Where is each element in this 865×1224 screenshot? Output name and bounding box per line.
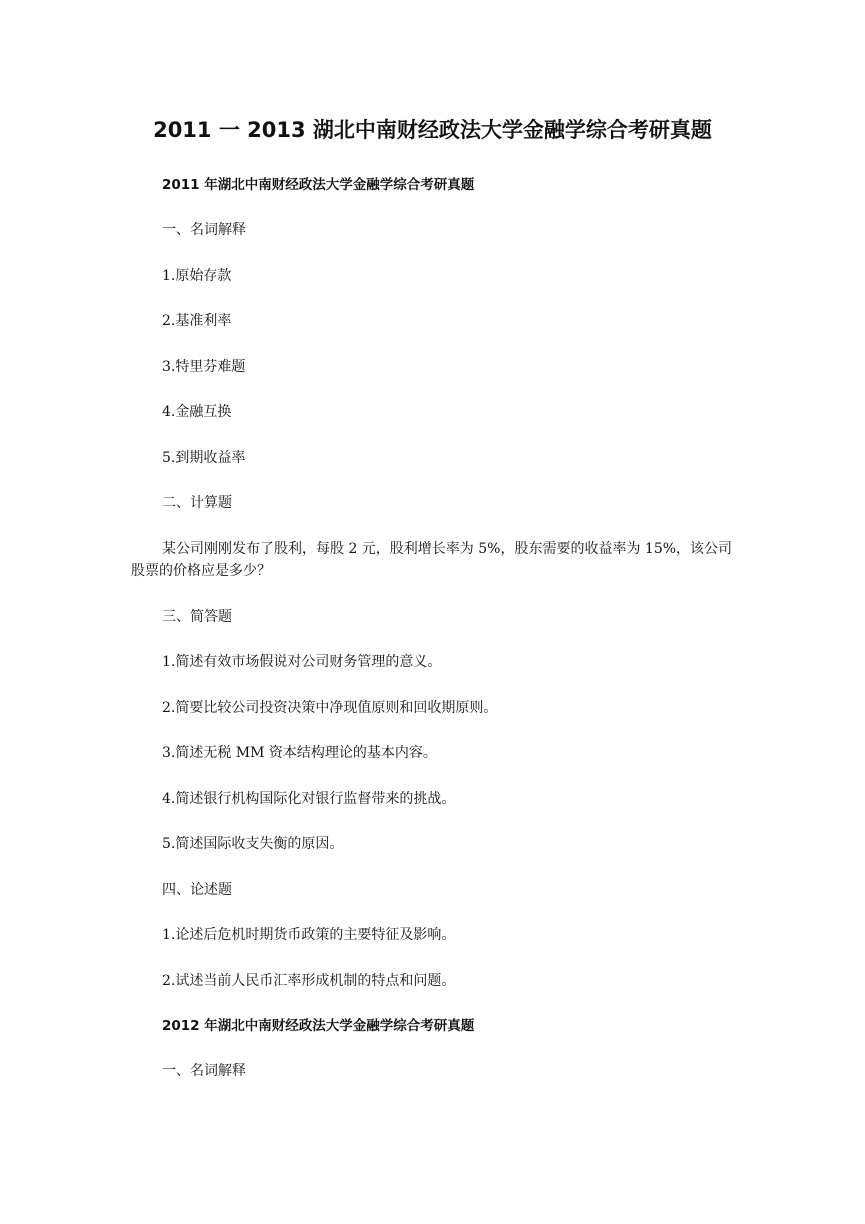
exam-2011-heading: 2011 年湖北中南财经政法大学金融学综合考研真题 (162, 177, 475, 193)
exam-2012-part1-heading: 一、名词解释 (162, 1063, 246, 1079)
short-answer-item: 2.简要比较公司投资决策中净现值原则和回收期原则。 (162, 700, 498, 716)
calculation-question: 某公司刚刚发布了股利，每股 2 元，股利增长率为 5%，股东需要的收益率为 15%，该公司股票的价格应是多少？ (131, 541, 733, 579)
exam-2011-part1-heading: 一、名词解释 (162, 222, 246, 238)
short-answer-item: 3.简述无税 MM 资本结构理论的基本内容。 (162, 745, 437, 761)
short-answer-item: 5.简述国际收支失衡的原因。 (162, 836, 344, 852)
document-title: 2011 一 2013 湖北中南财经政法大学金融学综合考研真题 (153, 118, 712, 142)
term-item: 4.金融互换 (162, 404, 232, 420)
exam-2012-heading: 2012 年湖北中南财经政法大学金融学综合考研真题 (162, 1018, 475, 1034)
essay-item: 2.试述当前人民币汇率形成机制的特点和问题。 (162, 973, 456, 989)
exam-2011-part4-heading: 四、论述题 (162, 882, 232, 898)
short-answer-item: 1.简述有效市场假说对公司财务管理的意义。 (162, 654, 442, 670)
term-item: 1.原始存款 (162, 268, 232, 284)
exam-2011-part2-heading: 二、计算题 (162, 495, 232, 511)
term-item: 2.基准利率 (162, 313, 232, 329)
essay-item: 1.论述后危机时期货币政策的主要特征及影响。 (162, 927, 456, 943)
exam-2011-part3-heading: 三、简答题 (162, 609, 232, 625)
term-item: 3.特里芬难题 (162, 359, 246, 375)
term-item: 5.到期收益率 (162, 450, 246, 466)
short-answer-item: 4.简述银行机构国际化对银行监督带来的挑战。 (162, 791, 456, 807)
